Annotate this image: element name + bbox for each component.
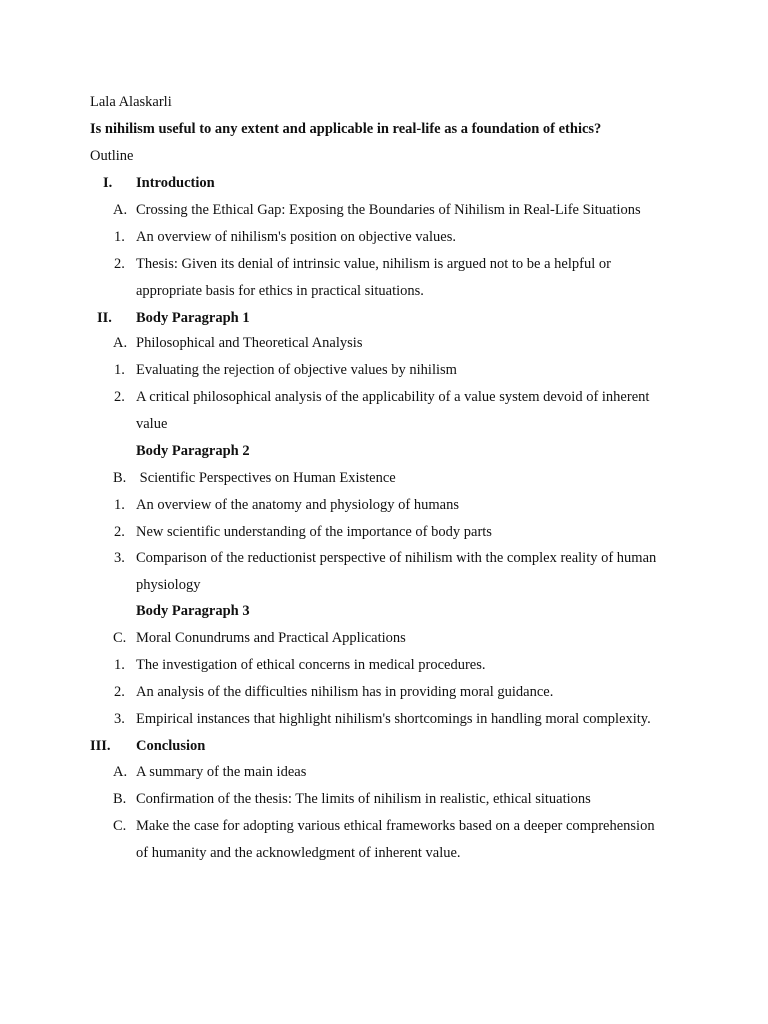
list-item: The investigation of ethical concerns in medical procedures. bbox=[136, 657, 486, 673]
section-numeral-intro: I. bbox=[103, 175, 113, 191]
list-item: An overview of the anatomy and physiology of humans bbox=[136, 497, 459, 513]
list-item-continuation: appropriate basis for ethics in practical situations. bbox=[136, 283, 424, 299]
section-heading-intro: Introduction bbox=[136, 175, 215, 191]
list-item: Crossing the Ethical Gap: Exposing the Boundaries of Nihilism in Real-Life Situations bbox=[136, 202, 641, 218]
list-item-continuation: of humanity and the acknowledgment of inherent value. bbox=[136, 845, 461, 861]
list-item: Philosophical and Theoretical Analysis bbox=[136, 335, 363, 351]
list-marker: A. bbox=[113, 335, 128, 351]
section-heading-conclusion: Conclusion bbox=[136, 738, 206, 754]
list-marker: 2. bbox=[114, 256, 125, 272]
list-marker: B. bbox=[113, 470, 127, 486]
list-marker: 2. bbox=[114, 524, 125, 540]
section-numeral-conclusion: III. bbox=[90, 738, 111, 754]
list-item: Empirical instances that highlight nihilism's shortcomings in handling moral complexity. bbox=[136, 711, 651, 727]
list-item: Confirmation of the thesis: The limits of nihilism in realistic, ethical situations bbox=[136, 791, 591, 807]
list-item: An analysis of the difficulties nihilism has in providing moral guidance. bbox=[136, 684, 554, 700]
section-numeral-body1: II. bbox=[97, 310, 112, 326]
list-marker: C. bbox=[113, 630, 127, 646]
list-item-continuation: physiology bbox=[136, 577, 201, 593]
list-marker: B. bbox=[113, 791, 127, 807]
list-marker: 3. bbox=[114, 711, 125, 727]
list-item: Comparison of the reductionist perspective of nihilism with the complex reality of human bbox=[136, 550, 657, 566]
list-item: An overview of nihilism's position on objective values. bbox=[136, 229, 456, 245]
list-marker: 1. bbox=[114, 497, 125, 513]
list-item-continuation: value bbox=[136, 416, 168, 432]
list-marker: 3. bbox=[114, 550, 125, 566]
list-marker: 2. bbox=[114, 389, 125, 405]
list-marker: A. bbox=[113, 202, 128, 218]
list-item: Moral Conundrums and Practical Applications bbox=[136, 630, 406, 646]
list-item: A critical philosophical analysis of the applicability of a value system devoid of inherent bbox=[136, 389, 650, 405]
section-heading-body2: Body Paragraph 2 bbox=[136, 443, 250, 459]
list-marker: 1. bbox=[114, 657, 125, 673]
list-item: A summary of the main ideas bbox=[136, 764, 307, 780]
document-title: Is nihilism useful to any extent and applicable in real-life as a foundation of ethics? bbox=[90, 121, 602, 137]
outline-label: Outline bbox=[90, 148, 134, 164]
list-marker: 1. bbox=[114, 362, 125, 378]
section-heading-body1: Body Paragraph 1 bbox=[136, 310, 250, 326]
list-item: Evaluating the rejection of objective values by nihilism bbox=[136, 362, 457, 378]
section-heading-body3: Body Paragraph 3 bbox=[136, 603, 250, 619]
list-item: Make the case for adopting various ethical frameworks based on a deeper comprehension bbox=[136, 818, 655, 834]
list-marker: A. bbox=[113, 764, 128, 780]
list-marker: C. bbox=[113, 818, 127, 834]
list-marker: 1. bbox=[114, 229, 125, 245]
list-item: Scientific Perspectives on Human Existence bbox=[136, 470, 396, 486]
list-item: New scientific understanding of the importance of body parts bbox=[136, 524, 492, 540]
author-name: Lala Alaskarli bbox=[90, 94, 172, 110]
list-marker: 2. bbox=[114, 684, 125, 700]
list-item: Thesis: Given its denial of intrinsic value, nihilism is argued not to be a helpful or bbox=[136, 256, 611, 272]
